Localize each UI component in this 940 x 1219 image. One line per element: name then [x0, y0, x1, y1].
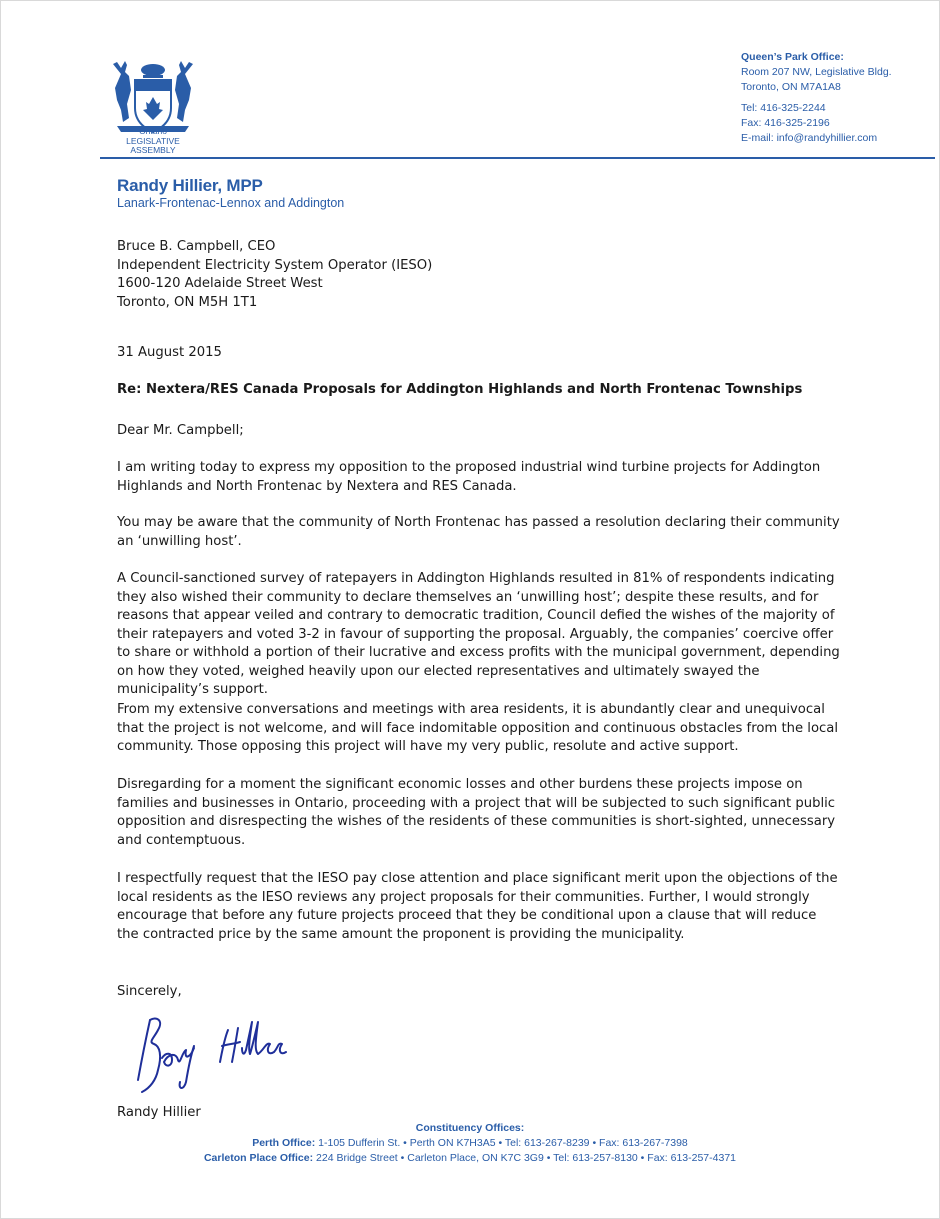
- recipient-address: [117, 238, 842, 312]
- recipient-line: Toronto, ON M5H 1T1: [117, 294, 258, 310]
- crest-caption: [105, 127, 201, 156]
- perth-office-label: Perth Office:: [252, 1137, 316, 1149]
- constituency-offices-footer: [0, 1121, 940, 1166]
- body-paragraph: Disregarding for a moment the significant economic losses and other burdens these projects impose on families and businesses in Ontario, proceeding with a project that will be subjected to such significant public opposition and disrespecting the wishes of the residents of these communities is short-sighted, unnecessary and contemptuous.: [117, 777, 836, 848]
- recipient-line: Independent Electricity System Operator (IESO): [117, 257, 433, 273]
- salutation: Dear Mr. Campbell;: [117, 423, 244, 438]
- crest-caption-line: ASSEMBLY: [130, 145, 176, 155]
- carleton-office-line: [0, 1151, 940, 1166]
- body-paragraph: You may be aware that the community of North Frontenac has passed a resolution declaring their community an ‘unwilling host’.: [117, 515, 840, 549]
- office-title: Queen’s Park Office:: [741, 51, 844, 63]
- perth-office-details: 1-105 Dufferin St. • Perth ON K7H3A5 • Tel: 613-267-8239 • Fax: 613-267-7398: [315, 1137, 688, 1149]
- mpp-riding: Lanark-Frontenac-Lennox and Addington: [117, 196, 345, 210]
- body-paragraph: I am writing today to express my opposition to the proposed industrial wind turbine projects for Addington Highlands and North Frontenac by Nextera and RES Canada.: [117, 460, 821, 494]
- carleton-office-details: 224 Bridge Street • Carleton Place, ON K7C 3G9 • Tel: 613-257-8130 • Fax: 613-257-4371: [313, 1152, 737, 1164]
- letterhead-divider: [100, 157, 935, 159]
- handwritten-signature: [128, 1008, 308, 1098]
- signer-name: Randy Hillier: [117, 1105, 201, 1120]
- subject-line: Re: Nextera/RES Canada Proposals for Addington Highlands and North Frontenac Townships: [117, 382, 803, 397]
- closing: Sincerely,: [117, 984, 182, 999]
- crest-caption-line: Ontario: [139, 126, 167, 136]
- office-fax: Fax: 416-325-2196: [741, 117, 830, 129]
- queens-park-office-block: [741, 50, 892, 146]
- recipient-line: Bruce B. Campbell, CEO: [117, 239, 276, 254]
- body-paragraph: From my extensive conversations and meetings with area residents, it is abundantly clear and unequivocal that the project is not welcome, and will face indomitable opposition and continuous obstacles from the local community. Those opposing this project will have my very public, resolute and active support.: [117, 702, 839, 754]
- footer-title: Constituency Offices:: [415, 1122, 525, 1134]
- office-phone: Tel: 416-325-2244: [741, 102, 826, 114]
- body-paragraph: I respectfully request that the IESO pay close attention and place significant merit upon the objections of the local residents as the IESO reviews any project proposals for their communities. Further, I would strongly encourage that before any future projects proceed that they be conditional upon a clause that will reduce the contracted price by the same amount the proponent is providing the municipality.: [117, 871, 838, 942]
- office-email: E-mail: info@randyhillier.com: [741, 132, 878, 144]
- perth-office-line: [0, 1136, 940, 1151]
- body-paragraph: A Council-sanctioned survey of ratepayers in Addington Highlands resulted in 81% of respondents indicating they also wished their community to declare themselves an ‘unwilling host’; despite these results, and for reasons that appear veiled and contrary to democratic tradition, Council defied the wishes of the majority of their ratepayers and voted 3-2 in favour of supporting the proposal. Arguably, the companies’ coercive offer to share or withhold a portion of their lucrative and excess profits with the municipal government, depending on how they voted, weighed heavily upon our elected representatives and ultimately swayed the municipality’s support.: [117, 571, 840, 697]
- carleton-office-label: Carleton Place Office:: [203, 1152, 314, 1164]
- mpp-name: Randy Hillier, MPP: [117, 176, 263, 195]
- office-address-line: Toronto, ON M7A1A8: [741, 81, 841, 93]
- letter-date: 31 August 2015: [117, 345, 222, 360]
- recipient-line: 1600-120 Adelaide Street West: [117, 276, 323, 291]
- office-address-line: Room 207 NW, Legislative Bldg.: [741, 66, 892, 78]
- crest-caption-line: LEGISLATIVE: [126, 135, 180, 146]
